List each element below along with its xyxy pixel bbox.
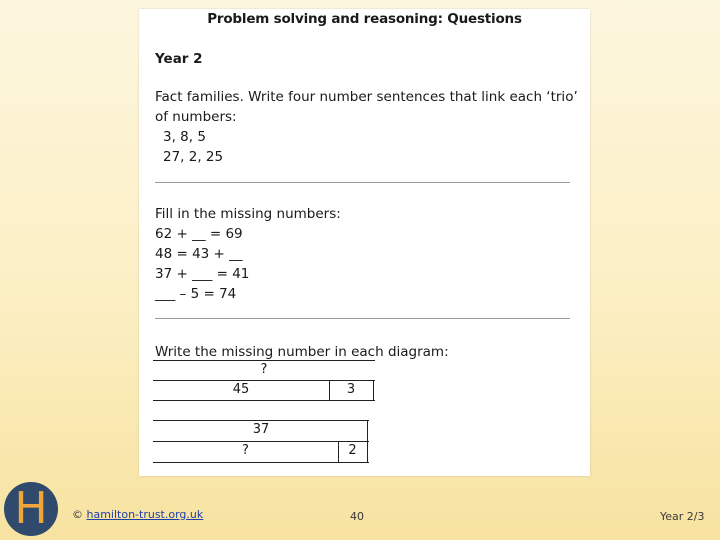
bar-model-part-a: 45 (232, 382, 250, 397)
q1-line2: of numbers: (155, 109, 237, 125)
bar-model-part-b: 3 (346, 382, 356, 397)
year-label: Year 2/3 (660, 510, 705, 523)
bar-model-diagram-1 (153, 360, 375, 402)
q3-intro: Write the missing number in each diagram: (155, 344, 449, 360)
bar-model-total: 37 (252, 422, 270, 437)
q2-equation-3: 37 + ___ = 41 (155, 266, 250, 282)
q1-trio-1: 3, 8, 5 (163, 129, 206, 145)
bar-model-part-a: ? (242, 443, 249, 458)
year-heading: Year 2 (155, 51, 203, 67)
copyright-symbol: © (72, 508, 83, 521)
hamilton-logo (4, 482, 58, 536)
page-title: Problem solving and reasoning: Questions (207, 11, 522, 27)
q2-intro: Fill in the missing numbers: (155, 206, 341, 222)
q1-trio-2: 27, 2, 25 (163, 149, 224, 165)
page-number: 40 (350, 510, 364, 523)
bar-model-total: ? (260, 362, 268, 377)
worksheet-page (139, 9, 590, 476)
section-divider (155, 182, 570, 183)
q1-line1: Fact families. Write four number sentences that link each ‘trio’ (155, 89, 578, 105)
copyright-link[interactable]: hamilton-trust.org.uk (86, 508, 204, 521)
section-divider (155, 318, 570, 319)
logo-letter: H (14, 483, 48, 534)
q2-equation-4: ___ – 5 = 74 (155, 286, 237, 302)
copyright-notice (72, 508, 203, 521)
bar-model-diagram-2 (153, 420, 369, 462)
bar-model-part-b: 2 (348, 443, 357, 458)
q2-equation-1: 62 + __ = 69 (155, 226, 243, 242)
q2-equation-2: 48 = 43 + __ (155, 246, 243, 262)
